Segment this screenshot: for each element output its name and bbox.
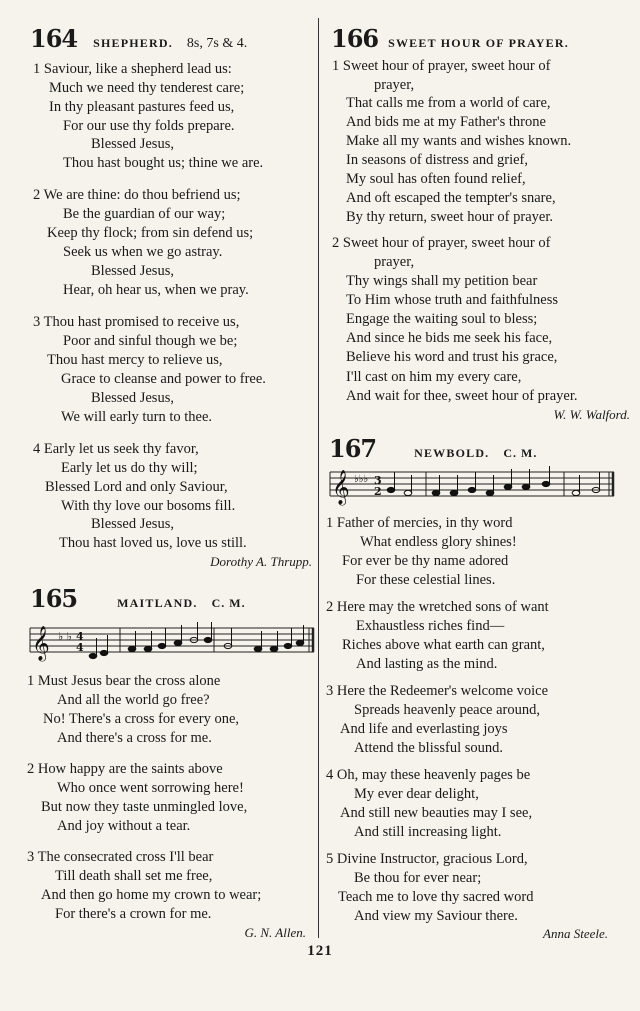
verse-line: Who once went sorrowing here! — [57, 780, 244, 796]
verse-line: And still new beauties may I see, — [340, 805, 533, 821]
verse-line: My ever dear delight, — [354, 786, 479, 802]
verse-line: Thy wings shall my petition bear — [346, 273, 538, 289]
verse-line: 2 How happy are the saints above — [27, 761, 223, 777]
verse-line: Believe his word and trust his grace, — [346, 349, 558, 365]
svg-text:♭ ♭: ♭ ♭ — [58, 630, 72, 643]
verse-line: Thou hast mercy to relieve us, — [47, 352, 223, 368]
verse-line: 5 Divine Instructor, gracious Lord, — [326, 851, 528, 867]
verse-line: In thy pleasant pastures feed us, — [49, 99, 235, 115]
hymn-meter: C. M. — [211, 596, 246, 610]
verse-line: Engage the waiting soul to bless; — [346, 311, 538, 327]
verse-line: Early let us do thy will; — [61, 460, 198, 476]
page-number: 121 — [307, 943, 333, 959]
verse-line: Attend the blissful sound. — [354, 740, 504, 756]
hymn-165-header — [30, 584, 246, 614]
verse-line: Blessed Jesus, — [91, 516, 174, 532]
verse-line: 1 Must Jesus bear the cross alone — [27, 673, 221, 689]
svg-text:4: 4 — [76, 641, 84, 654]
svg-text:𝄞: 𝄞 — [32, 626, 50, 661]
verse-line: 4 Early let us seek thy favor, — [33, 441, 199, 457]
column-divider — [318, 18, 319, 938]
verse-line: Blessed Lord and only Saviour, — [45, 479, 228, 495]
verse-line: 4 Oh, may these heavenly pages be — [326, 767, 531, 783]
verse-line: And all the world go free? — [57, 692, 210, 708]
verse-line: That calls me from a world of care, — [346, 95, 551, 111]
verse-line: 2 Sweet hour of prayer, sweet hour of — [332, 235, 551, 251]
verse-line: Much we need thy tenderest care; — [49, 80, 245, 96]
hymn-166-header — [331, 24, 569, 54]
verse-line: 1 Father of mercies, in thy word — [326, 515, 513, 531]
verse-line: And since he bids me seek his face, — [346, 330, 553, 346]
hymn-tune-name: MAITLAND. — [117, 596, 198, 610]
verse-line: Blessed Jesus, — [91, 390, 174, 406]
music-staff-165 — [28, 620, 318, 664]
hymn-author: G. N. Allen. — [244, 925, 306, 940]
svg-text:𝄞: 𝄞 — [332, 470, 350, 505]
verse-line: 1 Saviour, like a shepherd lead us: — [33, 61, 232, 77]
verse-line: Thou hast loved us, love us still. — [59, 535, 247, 551]
verse-line: What endless glory shines! — [360, 534, 517, 550]
hymn-164-header — [30, 24, 247, 54]
verse-line: Hear, oh hear us, when we pray. — [63, 282, 249, 298]
verse-line: No! There's a cross for every one, — [43, 711, 240, 727]
hymn-author: Dorothy A. Thrupp. — [210, 554, 312, 569]
verse-line: I'll cast on him my every care, — [346, 369, 522, 385]
hymn-tune-name: SWEET HOUR OF PRAYER. — [388, 36, 569, 50]
verse-line: By thy return, sweet hour of prayer. — [346, 209, 553, 225]
verse-line: And bids me at my Father's throne — [346, 114, 546, 130]
verse-line: Teach me to love thy sacred word — [338, 889, 534, 905]
verse-line: My soul has often found relief, — [346, 171, 526, 187]
verse-line: 2 We are thine: do thou befriend us; — [33, 187, 241, 203]
verse-line: And joy without a tear. — [57, 818, 191, 834]
verse-line: Exhaustless riches find— — [356, 618, 505, 634]
verse-line: Spreads heavenly peace around, — [354, 702, 541, 718]
verse-line: We will early turn to thee. — [61, 409, 213, 425]
verse-line: In seasons of distress and grief, — [346, 152, 529, 168]
verse-line: 3 The consecrated cross I'll bear — [27, 849, 214, 865]
hymn-number: 164 — [30, 24, 78, 53]
hymn-number: 167 — [329, 434, 377, 463]
verse-line: And there's a cross for me. — [57, 730, 212, 746]
verse-line: And life and everlasting joys — [340, 721, 508, 737]
verse-line: 3 Thou hast promised to receive us, — [33, 314, 240, 330]
verse-line: For our use thy folds prepare. — [63, 118, 235, 134]
verse-line: To Him whose truth and faithfulness — [346, 292, 559, 308]
verse-line: Make all my wants and wishes known. — [346, 133, 572, 149]
verse-line: 1 Sweet hour of prayer, sweet hour of — [332, 58, 551, 74]
hymn-tune-name: SHEPHERD. — [93, 36, 173, 50]
verse-line: Till death shall set me free, — [55, 868, 213, 884]
verse-line: But now they taste unmingled love, — [41, 799, 248, 815]
hymn-author: Anna Steele. — [543, 926, 608, 941]
verse-line: Riches above what earth can grant, — [342, 637, 545, 653]
hymn-meter: C. M. — [503, 446, 538, 460]
verse-line: Be the guardian of our way; — [63, 206, 226, 222]
verse-line: For ever be thy name adored — [342, 553, 509, 569]
svg-text:3: 3 — [374, 474, 382, 487]
verse-line: Keep thy flock; from sin defend us; — [47, 225, 254, 241]
verse-line: Be thou for ever near; — [354, 870, 482, 886]
hymn-tune-name: NEWBOLD. — [414, 446, 490, 460]
svg-text:4: 4 — [76, 630, 84, 643]
verse-line: Poor and sinful though we be; — [63, 333, 238, 349]
verse-line: Thou hast bought us; thine we are. — [63, 155, 264, 171]
verse-line: And wait for thee, sweet hour of prayer. — [346, 388, 578, 404]
verse-line: Blessed Jesus, — [91, 263, 174, 279]
verse-line: prayer, — [374, 254, 415, 270]
verse-line: And oft escaped the tempter's snare, — [346, 190, 556, 206]
verse-line: With thy love our bosoms fill. — [61, 498, 236, 514]
hymn-meter: 8s, 7s & 4. — [186, 36, 248, 51]
hymn-number: 165 — [30, 584, 78, 613]
verse-line: Grace to cleanse and power to free. — [61, 371, 266, 387]
verse-line: 2 Here may the wretched sons of want — [326, 599, 549, 615]
svg-text:♭♭♭: ♭♭♭ — [354, 474, 369, 485]
verse-line: For these celestial lines. — [356, 572, 496, 588]
music-staff-167 — [328, 466, 618, 506]
verse-line: And lasting as the mind. — [356, 656, 498, 672]
verse-line: For there's a crown for me. — [55, 906, 212, 922]
svg-text:2: 2 — [374, 485, 382, 498]
hymn-167-header — [329, 434, 537, 464]
verse-line: Seek us when we go astray. — [63, 244, 223, 260]
verse-line: And then go home my crown to wear; — [41, 887, 262, 903]
verse-line: prayer, — [374, 77, 415, 93]
verse-line: Blessed Jesus, — [91, 136, 174, 152]
verse-line: And view my Saviour there. — [354, 908, 518, 924]
verse-line: 3 Here the Redeemer's welcome voice — [326, 683, 549, 699]
hymn-number: 166 — [331, 24, 379, 53]
hymn-author: W. W. Walford. — [553, 407, 630, 422]
verse-line: And still increasing light. — [354, 824, 502, 840]
